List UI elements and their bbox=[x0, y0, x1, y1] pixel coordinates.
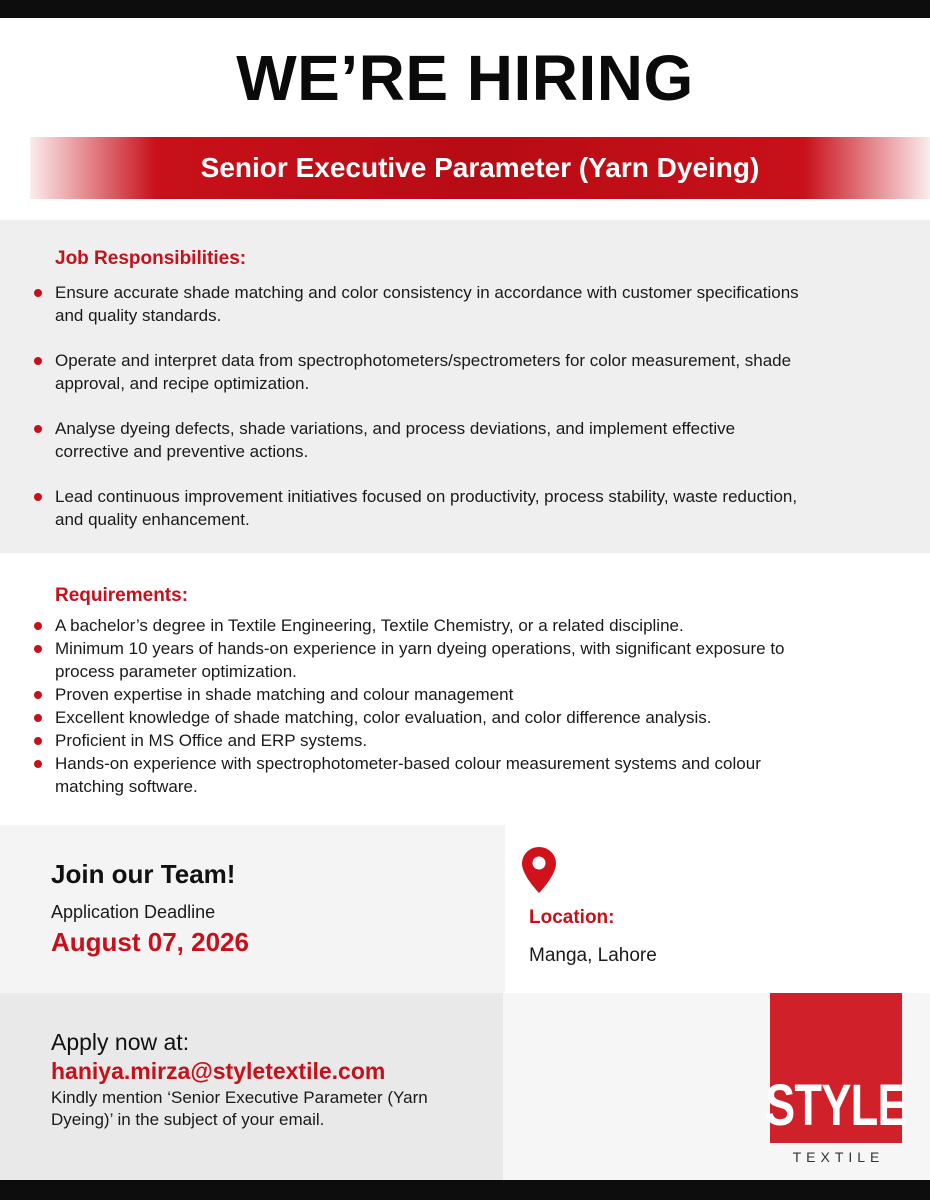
join-team-panel bbox=[0, 825, 505, 993]
deadline-date: August 07, 2026 bbox=[51, 927, 249, 957]
list-item: Hands-on experience with spectrophotometer-based colour measurement systems and colour matching software. bbox=[0, 752, 930, 798]
list-item: Proven expertise in shade matching and colour management bbox=[0, 683, 930, 706]
list-item: Lead continuous improvement initiatives focused on productivity, process stability, waste reduction, and quality enhancement. bbox=[0, 485, 930, 531]
bottom-border-bar bbox=[0, 1180, 930, 1200]
requirements-list bbox=[0, 614, 930, 798]
requirements-section bbox=[0, 553, 930, 825]
style-textile-logo bbox=[765, 993, 907, 1143]
logo-wordmark: STYLE bbox=[765, 1073, 907, 1138]
join-title: Join our Team! bbox=[51, 859, 236, 889]
location-value: Manga, Lahore bbox=[529, 945, 657, 966]
responsibilities-section bbox=[0, 220, 930, 553]
list-item: Operate and interpret data from spectrophotometers/spectrometers for color measurement, shade approval, and recipe optimization. bbox=[0, 349, 930, 395]
list-item: Excellent knowledge of shade matching, color evaluation, and color difference analysis. bbox=[0, 706, 930, 729]
top-border-bar bbox=[0, 0, 930, 18]
logo-area bbox=[503, 993, 930, 1180]
bullet-icon bbox=[34, 493, 42, 501]
responsibilities-title: Job Responsibilities: bbox=[55, 248, 247, 269]
hiring-headline: WE’RE HIRING bbox=[236, 42, 694, 114]
apply-email-link[interactable]: haniya.mirza@styletextile.com bbox=[51, 1058, 386, 1084]
job-title-banner bbox=[30, 137, 930, 199]
bullet-icon bbox=[34, 737, 42, 745]
bullet-icon bbox=[34, 425, 42, 433]
location-label: Location: bbox=[529, 907, 615, 928]
logo-subtitle: TEXTILE bbox=[792, 1149, 885, 1165]
apply-panel bbox=[0, 993, 503, 1180]
bullet-icon bbox=[34, 357, 42, 365]
responsibilities-list bbox=[0, 281, 930, 553]
list-item: Analyse dyeing defects, shade variations, and process deviations, and implement effective corrective and preventive actions. bbox=[0, 417, 930, 463]
map-pin-icon bbox=[522, 847, 556, 893]
list-item: Ensure accurate shade matching and color consistency in accordance with customer specifications and quality standards. bbox=[0, 281, 930, 327]
requirements-title: Requirements: bbox=[55, 585, 189, 606]
bullet-icon bbox=[34, 714, 42, 722]
apply-note: Kindly mention ‘Senior Executive Parameter (Yarn Dyeing)’ in the subject of your email. bbox=[51, 1088, 428, 1129]
location-panel bbox=[505, 825, 930, 993]
list-item: Minimum 10 years of hands-on experience in yarn dyeing operations, with significant exposure to process parameter optimization. bbox=[0, 637, 930, 683]
bullet-icon bbox=[34, 760, 42, 768]
bullet-icon bbox=[34, 645, 42, 653]
bullet-icon bbox=[34, 289, 42, 297]
apply-label: Apply now at: bbox=[51, 1029, 190, 1055]
deadline-label: Application Deadline bbox=[51, 902, 216, 922]
list-item: Proficient in MS Office and ERP systems. bbox=[0, 729, 930, 752]
job-title: Senior Executive Parameter (Yarn Dyeing) bbox=[200, 152, 760, 183]
bullet-icon bbox=[34, 691, 42, 699]
list-item: A bachelor’s degree in Textile Engineering, Textile Chemistry, or a related discipline. bbox=[0, 614, 930, 637]
bullet-icon bbox=[34, 622, 42, 630]
